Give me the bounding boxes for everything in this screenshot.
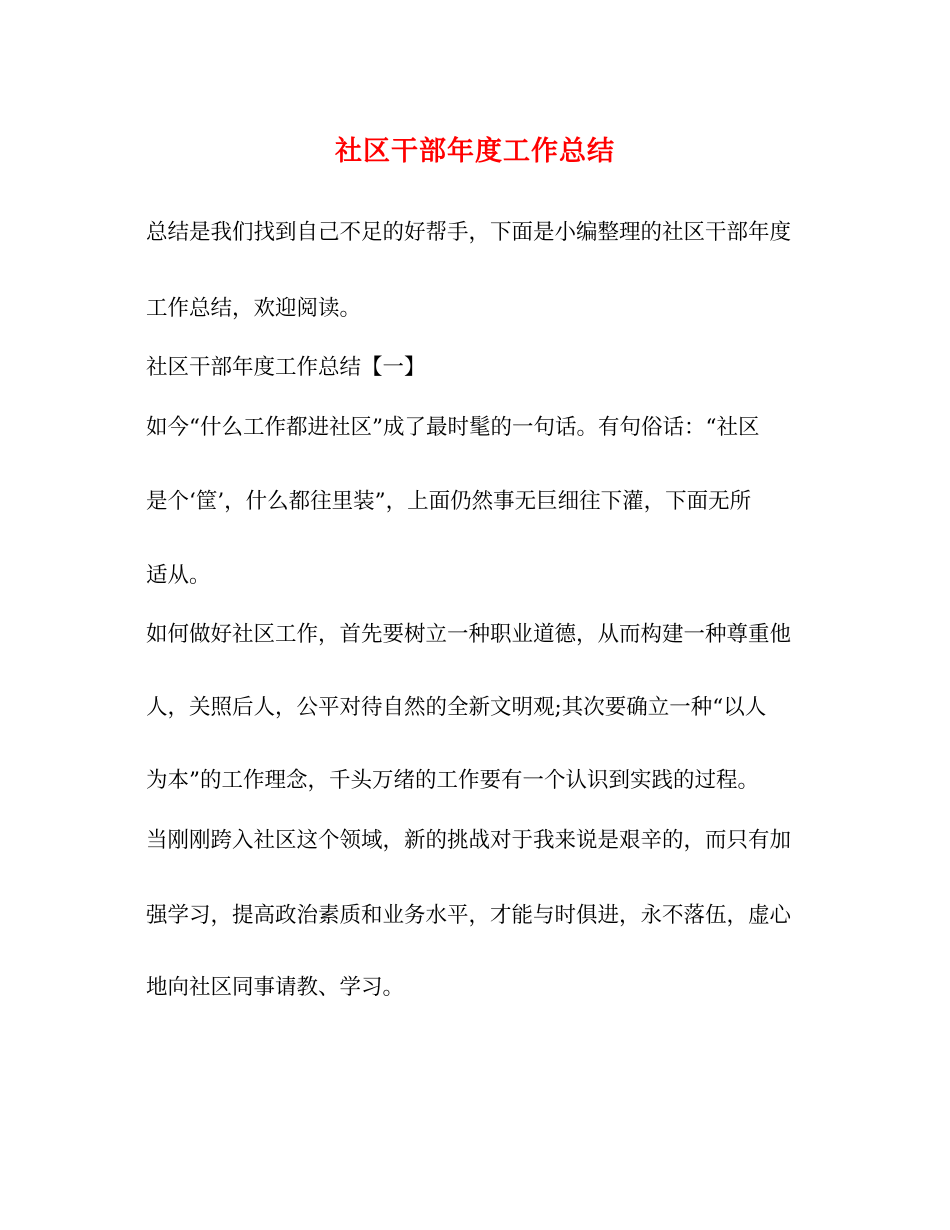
paragraph-5-line-2: 强学习，提高政治素质和业务水平，才能与时俱进，永不落伍，虚心 [146, 903, 792, 928]
paragraph-3-line-2: 是个‘筐’，什么都往里装”，上面仍然事无巨细往下灌，下面无所 [146, 489, 752, 514]
paragraph-3-line-1: 如今“什么工作都进社区”成了最时髦的一句话。有句俗话：“社区 [146, 415, 760, 440]
paragraph-5-line-1: 当刚刚跨入社区这个领域，新的挑战对于我来说是艰辛的，而只有加 [146, 828, 792, 853]
section-heading: 社区干部年度工作总结【一】 [146, 355, 426, 380]
document-title: 社区干部年度工作总结 [335, 136, 615, 167]
paragraph-4-line-3: 为本”的工作理念，千头万绪的工作要有一个认识到实践的过程。 [146, 768, 759, 793]
paragraph-1-line-2: 工作总结，欢迎阅读。 [146, 296, 362, 321]
paragraph-5-line-3: 地向社区同事请教、学习。 [146, 975, 405, 1000]
paragraph-4-line-1: 如何做好社区工作，首先要树立一种职业道德，从而构建一种尊重他 [146, 622, 792, 647]
paragraph-3-line-3: 适从。 [146, 563, 211, 588]
paragraph-4-line-2: 人，关照后人，公平对待自然的全新文明观;其次要确立一种“以人 [146, 695, 767, 720]
paragraph-1-line-1: 总结是我们找到自己不足的好帮手，下面是小编整理的社区干部年度 [146, 220, 792, 245]
